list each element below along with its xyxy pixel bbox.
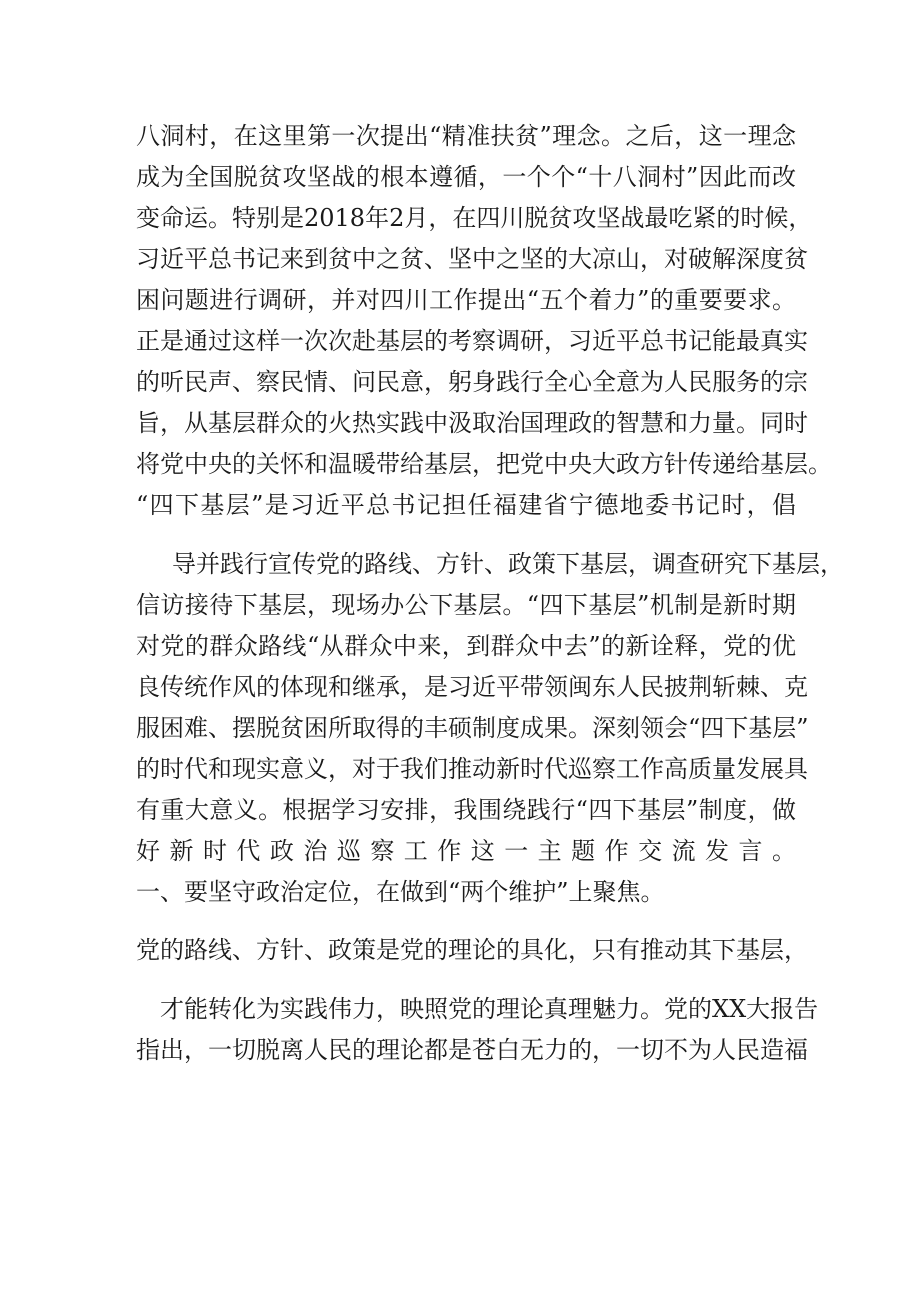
paragraph-2-line-6: 的时代和现实意义，对于我们推动新时代巡察工作高质量发展具 xyxy=(136,755,808,783)
paragraph-3-line-2: 指出，一切脱离人民的理论都是苍白无力的，一切不为人民造福 xyxy=(136,1036,808,1064)
text-line-4: 习近平总书记来到贫中之贫、坚中之坚的大凉山，对破解深度贫 xyxy=(136,245,808,273)
text-line-1: 八洞村，在这里第一次提出“精准扶贫”理念。之后，这一理念 xyxy=(136,122,796,150)
text-line-6: 正是通过这样一次次赴基层的考察调研，习近平总书记能最真实 xyxy=(136,327,808,355)
text-line-8: 旨，从基层群众的火热实践中汲取治国理政的智慧和力量。同时 xyxy=(136,409,808,437)
paragraph-3-line-1: 才能转化为实践伟力，映照党的理论真理魅力。党的XX大报告 xyxy=(160,995,819,1023)
text-line-2: 成为全国脱贫攻坚战的根本遵循，一个个“十八洞村”因此而改 xyxy=(136,163,796,191)
text-line-7: 的听民声、察民情、问民意，躬身践行全心全意为人民服务的宗 xyxy=(136,368,808,396)
paragraph-2-line-1: 导并践行宣传党的路线、方针、政策下基层，调查研究下基层， xyxy=(172,550,844,578)
paragraph-2-line-4: 良传统作风的体现和继承，是习近平带领闽东人民披荆斩棘、克 xyxy=(136,673,808,701)
text-line-9: 将党中央的关怀和温暖带给基层，把党中央大政方针传递给基层。 xyxy=(136,450,832,478)
paragraph-2-line-2: 信访接待下基层，现场办公下基层。“四下基层”机制是新时期 xyxy=(136,591,796,619)
paragraph-2-line-8: 好新时代政治巡察工作这一主题作交流发言。 xyxy=(136,837,796,865)
paragraph-2-line-3: 对党的群众路线“从群众中来，到群众中去”的新诠释，党的优 xyxy=(136,632,796,660)
text-line-3: 变命运。特别是2018年2月，在四川脱贫攻坚战最吃紧的时候， xyxy=(136,204,813,232)
text-line-5: 困问题进行调研，并对四川工作提出“五个着力”的重要要求。 xyxy=(136,286,796,314)
paragraph-2-line-9: 一、要坚守政治定位，在做到“两个维护”上聚焦。 xyxy=(136,878,665,906)
section-heading: 党的路线、方针、政策是党的理论的具化，只有推动其下基层， xyxy=(136,936,808,964)
paragraph-2-line-5: 服困难、摆脱贫困所取得的丰硕制度成果。深刻领会“四下基层” xyxy=(136,714,809,742)
paragraph-2-line-7: 有重大意义。根据学习安排，我围绕践行“四下基层”制度，做 xyxy=(136,796,796,824)
text-line-10: “四下基层”是习近平总书记担任福建省宁德地委书记时，倡 xyxy=(136,491,796,519)
